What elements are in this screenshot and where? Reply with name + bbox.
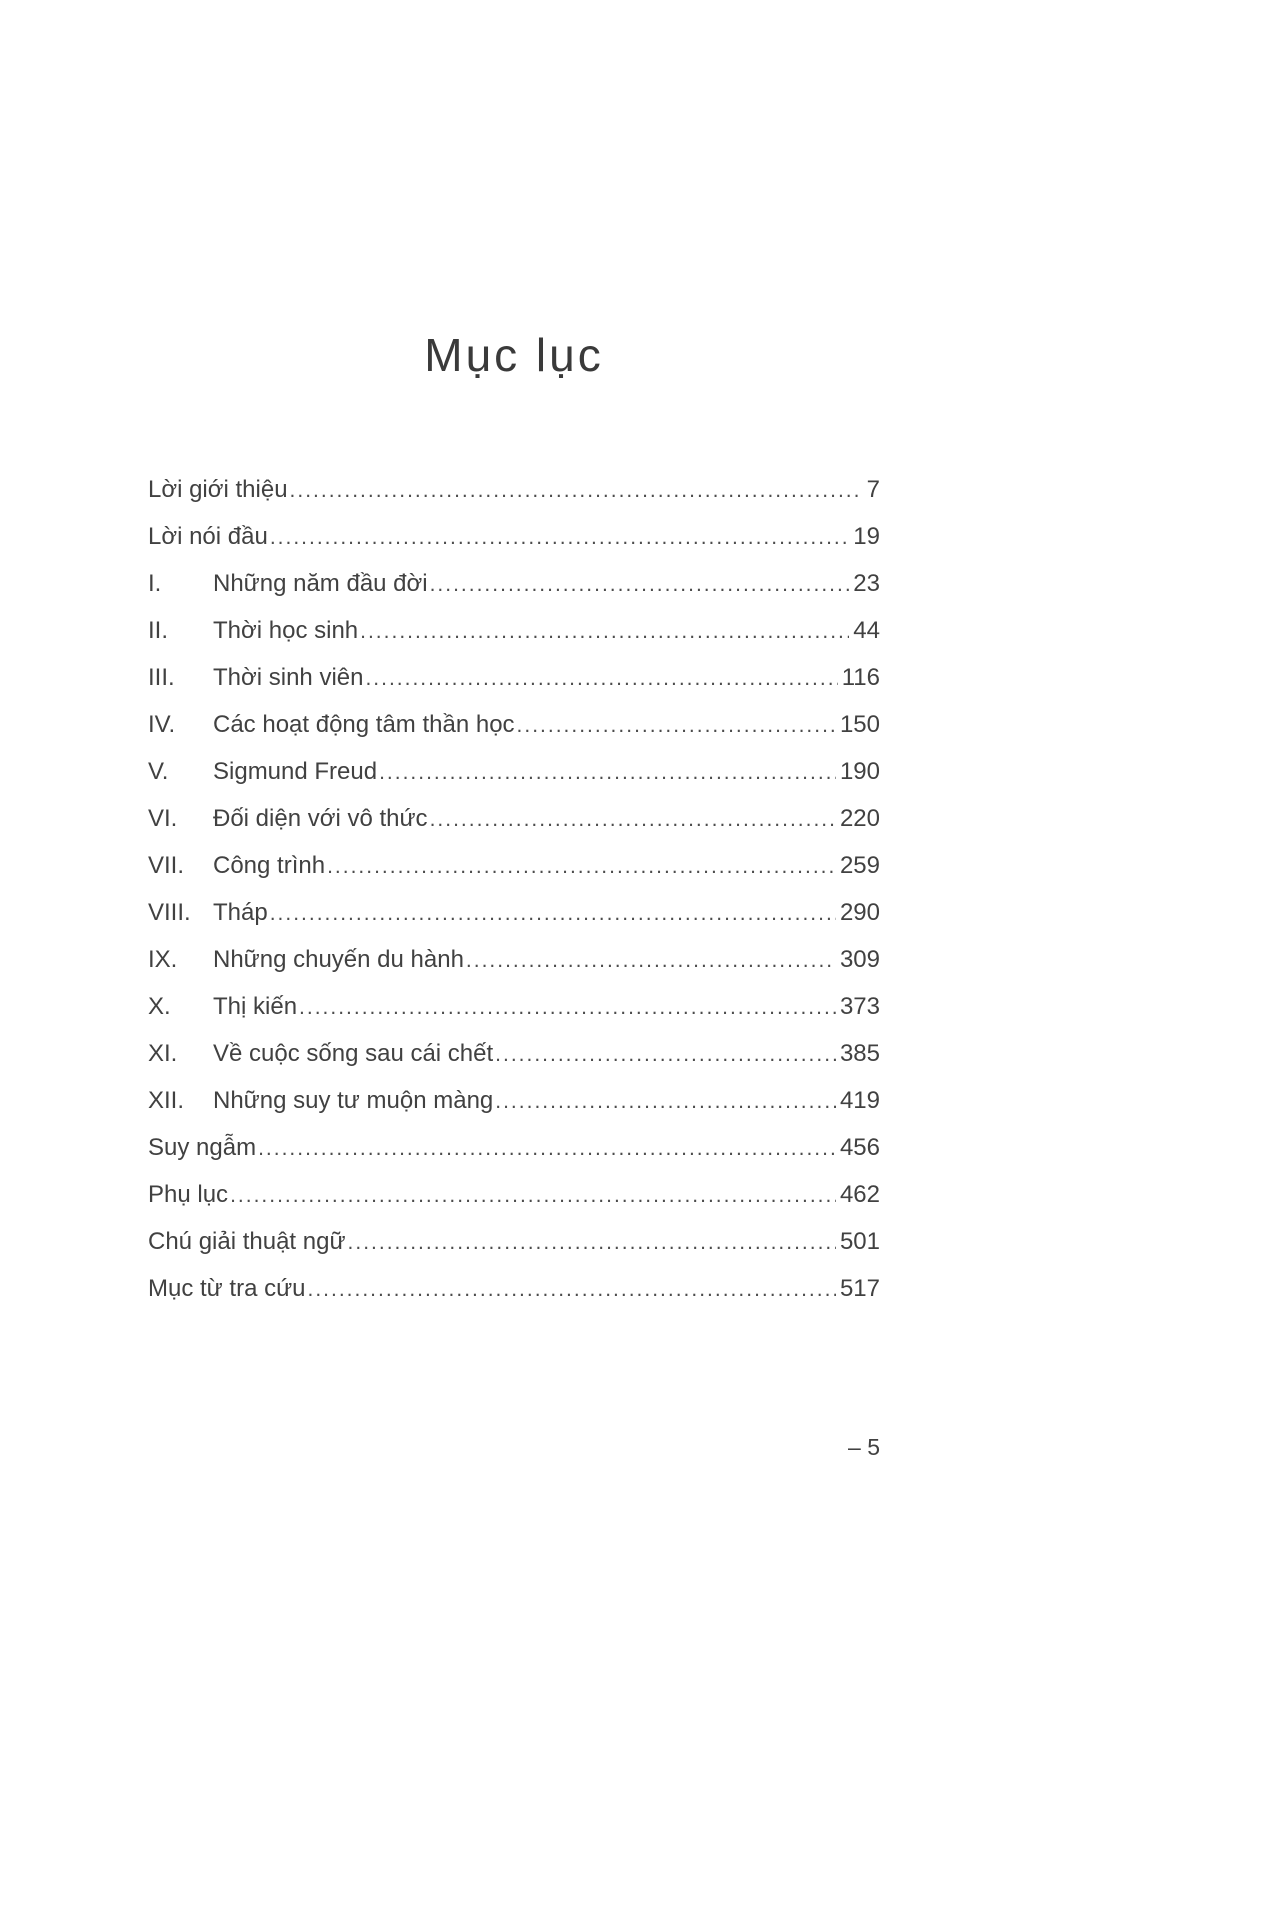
toc-entry-numeral: VIII.	[148, 899, 191, 926]
dot-leader	[258, 1134, 836, 1163]
toc-entry	[148, 1228, 880, 1257]
toc-entry-label: Đối diện với vô thức	[213, 805, 428, 832]
dot-leader	[365, 664, 837, 693]
toc-entry-label: Mục từ tra cứu	[148, 1275, 306, 1302]
toc-entry-label: Tháp	[213, 899, 268, 926]
dot-leader	[517, 711, 836, 740]
toc-entry-page: 190	[839, 758, 880, 785]
toc-entry	[148, 1181, 880, 1210]
toc-entry-numeral: X.	[148, 993, 171, 1020]
toc-entry	[148, 711, 880, 740]
dot-leader	[466, 946, 836, 975]
dot-leader	[230, 1181, 836, 1210]
toc-entry	[148, 946, 880, 975]
toc-entry-page: 220	[839, 805, 880, 832]
toc-entry-page: 44	[853, 617, 880, 644]
dot-leader	[270, 899, 836, 928]
toc-entry-page: 259	[839, 852, 880, 879]
toc-entry	[148, 617, 880, 646]
toc-entry-numeral: IV.	[148, 711, 176, 738]
front-matter-section	[148, 476, 880, 552]
toc-entry-numeral: III.	[148, 664, 175, 691]
toc-entry-page: 373	[839, 993, 880, 1020]
dot-leader	[495, 1040, 836, 1069]
toc-entry-label: Thị kiến	[213, 993, 298, 1020]
chapters-section	[148, 570, 880, 1116]
toc-entry-page: 385	[839, 1040, 880, 1067]
toc-entry	[148, 758, 880, 787]
toc-entry	[148, 1040, 880, 1069]
toc-entry	[148, 852, 880, 881]
toc-entry-numeral: XI.	[148, 1040, 178, 1067]
toc-entry-label: Những suy tư muộn màng	[213, 1087, 494, 1114]
dot-leader	[299, 993, 836, 1022]
toc-entry	[148, 1087, 880, 1116]
toc-entry-numeral: V.	[148, 758, 169, 785]
toc-entry-page: 116	[841, 664, 880, 691]
toc-entry-page: 501	[839, 1228, 880, 1255]
dot-leader	[290, 476, 863, 505]
dot-leader	[327, 852, 836, 881]
toc-entry-label: Lời nói đầu	[148, 523, 268, 550]
toc-entry-numeral: XII.	[148, 1087, 185, 1114]
toc-entry-numeral: VII.	[148, 852, 185, 879]
toc-entry	[148, 993, 880, 1022]
toc-entry-label: Thời sinh viên	[213, 664, 364, 691]
toc-entry	[148, 523, 880, 552]
toc-entry-label: Sigmund Freud	[213, 758, 378, 785]
toc-entry-page: 456	[839, 1134, 880, 1161]
toc-entry	[148, 1134, 880, 1163]
toc-entry-page: 150	[839, 711, 880, 738]
dot-leader	[495, 1087, 836, 1116]
dot-leader	[379, 758, 836, 787]
toc-entry-numeral: II.	[148, 617, 169, 644]
toc-entry-numeral: I.	[148, 570, 162, 597]
toc-page	[148, 0, 880, 1322]
dot-leader	[430, 570, 850, 599]
toc-entry-label: Lời giới thiệu	[148, 476, 288, 503]
toc-entry-label: Chú giải thuật ngữ	[148, 1228, 346, 1255]
toc-entry	[148, 664, 880, 693]
toc-entry	[148, 1275, 880, 1304]
toc-entry-page: 462	[839, 1181, 880, 1208]
toc-entry-label: Phụ lục	[148, 1181, 229, 1208]
toc-entry-label: Những năm đầu đời	[213, 570, 428, 597]
toc-entry-page: 517	[839, 1275, 880, 1302]
toc-entry-label: Công trình	[213, 852, 326, 879]
toc-entry-label: Các hoạt động tâm thần học	[213, 711, 515, 738]
toc-entry-label: Suy ngẫm	[148, 1134, 257, 1161]
toc-entry-label: Về cuộc sống sau cái chết	[213, 1040, 494, 1067]
toc-entry	[148, 570, 880, 599]
toc-entry-numeral: IX.	[148, 946, 178, 973]
toc-entry-page: 7	[866, 476, 880, 503]
toc-entry-page: 309	[839, 946, 880, 973]
dot-leader	[360, 617, 849, 646]
toc-entry-label: Thời học sinh	[213, 617, 359, 644]
dot-leader	[270, 523, 849, 552]
toc-entry	[148, 805, 880, 834]
toc-entry	[148, 899, 880, 928]
back-matter-section	[148, 1134, 880, 1304]
toc-entry-page: 19	[853, 523, 880, 550]
toc-entry-label: Những chuyến du hành	[213, 946, 464, 973]
toc-entry	[148, 476, 880, 505]
dot-leader	[430, 805, 836, 834]
dot-leader	[348, 1228, 836, 1257]
toc-entry-numeral: VI.	[148, 805, 178, 832]
toc-entry-page: 419	[839, 1087, 880, 1114]
page-title: Mục lục	[424, 329, 604, 381]
dot-leader	[308, 1275, 836, 1304]
toc-entry-page: 23	[853, 570, 880, 597]
page-number-footer: – 5	[848, 1434, 880, 1460]
toc-entry-page: 290	[839, 899, 880, 926]
